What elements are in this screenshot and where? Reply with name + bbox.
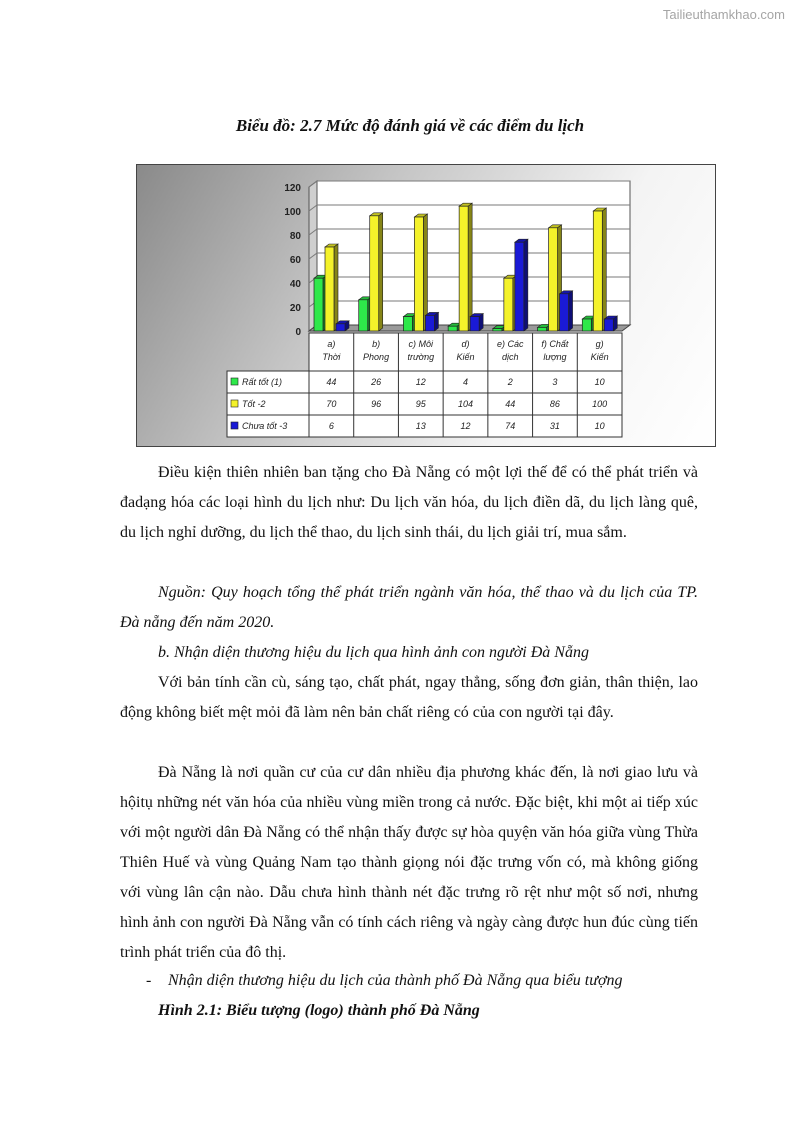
legend-label: Chưa tốt -3 xyxy=(242,421,288,431)
bar-side xyxy=(569,291,573,331)
data-table-value: 44 xyxy=(326,377,337,387)
bar-side xyxy=(613,316,617,331)
y-tick-label: 40 xyxy=(289,279,301,290)
data-table-value: 12 xyxy=(460,421,471,431)
paragraph-cultural-blend: Đà Nẵng là nơi quần cư của cư dân nhiều địa phương khác đến, là nơi giao lưu và hộitụ những nét văn hóa của nhiều vùng miền trong cả nước. Đặc biệt, khi một ai tiếp xúc với một người dân Đà Nẵng có thể nhận thấy được sự hòa quyện văn hóa giữa vùng Thừa Thiên Huế và vùng Quảng Nam tạo thành giọng nói đặc trưng vốn có, mà không giống với vùng lân cận nào. Dẫu chưa hình thành nét đặc trưng rõ rệt như một số nơi, nhưng hình ảnh con người Đà Nẵng vẫn có tính cách riêng và ngày càng được hun đúc cùng tiến trình phát triển của đô thị. xyxy=(120,764,698,961)
legend-swatch xyxy=(231,400,238,407)
source-note: Nguồn: Quy hoạch tổng thể phát triển ngành văn hóa, thể thao và du lịch của TP. Đà nẵng đến năm 2020. xyxy=(120,584,698,631)
bar xyxy=(459,206,468,331)
bar xyxy=(493,329,502,331)
bar xyxy=(538,327,547,331)
x-category-label: lượng xyxy=(543,352,567,362)
figure-caption: Hình 2.1: Biểu tượng (logo) thành phố Đà Nẵng xyxy=(158,1002,480,1019)
bar xyxy=(325,247,334,331)
x-category-label: dịch xyxy=(501,352,519,362)
section-heading-b: b. Nhận diện thương hiệu du lịch qua hình ảnh con người Đà Nẵng xyxy=(158,644,589,661)
y-tick-label: 100 xyxy=(284,207,301,218)
watermark: Tailieuthamkhao.com xyxy=(662,7,785,22)
data-table-value: 3 xyxy=(552,377,558,387)
y-tick-label: 80 xyxy=(289,231,301,242)
data-table-value: 4 xyxy=(462,377,469,387)
legend-label: Tốt -2 xyxy=(242,399,266,409)
bar-side xyxy=(379,213,383,331)
data-table-value: 13 xyxy=(415,421,426,431)
x-category-label: f) Chất xyxy=(541,339,569,349)
bar xyxy=(448,326,457,331)
data-table-value: 96 xyxy=(371,399,382,409)
bar xyxy=(403,317,412,331)
bar xyxy=(504,278,513,331)
bar-side xyxy=(334,244,338,331)
paragraph-people-character: Với bản tính cần cù, sáng tạo, chất phát, ngay thẳng, sống đơn giản, thân thiện, lao động không biết mệt mỏi đã làm nên bản chất riêng có của con người tại đây. xyxy=(120,674,698,721)
legend-swatch xyxy=(231,422,238,429)
x-category-label: b) xyxy=(372,339,381,349)
x-category-label: Phong xyxy=(363,352,390,362)
chart-title: Biểu đồ: 2.7 Mức độ đánh giá về các điểm du lịch xyxy=(235,116,585,135)
data-table-value: 12 xyxy=(415,377,426,387)
bar-side xyxy=(602,208,606,331)
data-table-value: 10 xyxy=(594,421,605,431)
y-tick-label: 60 xyxy=(289,255,301,266)
data-table-value: 70 xyxy=(326,399,337,409)
y-tick-label: 20 xyxy=(289,303,301,314)
data-table-value: 31 xyxy=(549,421,560,431)
bar xyxy=(593,211,602,331)
bar xyxy=(414,217,423,331)
bar xyxy=(370,216,379,331)
bar xyxy=(582,319,591,331)
data-table-value: 95 xyxy=(415,399,426,409)
x-category-label: trường xyxy=(407,352,435,362)
bar-side xyxy=(434,312,438,331)
x-category-label: Kiến xyxy=(590,352,609,362)
data-table-value: 100 xyxy=(592,399,608,409)
y-tick-label: 0 xyxy=(295,327,301,338)
x-category-label: e) Các xyxy=(496,339,524,349)
data-table-value: 26 xyxy=(371,377,382,387)
bar xyxy=(425,315,434,331)
bar xyxy=(359,300,368,331)
bar-side xyxy=(524,239,528,331)
y-tick-label: 120 xyxy=(284,183,301,194)
x-category-label: Thời xyxy=(322,352,341,362)
bar xyxy=(604,319,613,331)
data-table-value: 86 xyxy=(549,399,560,409)
data-table-value: 74 xyxy=(505,421,516,431)
bar-chart xyxy=(137,165,716,447)
bullet-item xyxy=(146,966,623,996)
data-table-value: 10 xyxy=(594,377,605,387)
bar xyxy=(336,324,345,331)
x-category-label: c) Môi xyxy=(408,339,434,349)
bullet-dash: - xyxy=(146,972,152,989)
bar xyxy=(560,294,569,331)
bar xyxy=(470,317,479,331)
bar-side xyxy=(423,214,427,331)
legend-swatch xyxy=(231,378,238,385)
data-table-value: 44 xyxy=(505,399,516,409)
x-category-label: g) xyxy=(595,339,604,349)
bar xyxy=(549,228,558,331)
data-table-value: 104 xyxy=(457,399,474,409)
paragraph-natural-advantages: Điều kiện thiên nhiên ban tặng cho Đà Nẵng có một lợi thế để có thể phát triển và đadạng hóa các loại hình du lịch như: Du lịch văn hóa, du lịch điền dã, du lịch làng quê, du lịch nghỉ dưỡng, du lịch thể thao, du lịch sinh thái, du lịch giải trí, mua sắm. xyxy=(120,464,698,541)
x-category-label: a) xyxy=(327,339,336,349)
bar-side xyxy=(479,314,483,331)
bar xyxy=(515,242,524,331)
bar-side xyxy=(468,203,472,331)
chart-frame xyxy=(136,164,716,447)
x-category-label: Kiến xyxy=(456,352,475,362)
data-table-value: 2 xyxy=(507,377,513,387)
data-table-value: 6 xyxy=(328,421,334,431)
legend-label: Rất tốt (1) xyxy=(242,377,283,387)
bar xyxy=(314,278,323,331)
x-category-label: d) xyxy=(461,339,470,349)
bullet-text: Nhận diện thương hiệu du lịch của thành phố Đà Nẵng qua biểu tượng xyxy=(168,972,623,989)
